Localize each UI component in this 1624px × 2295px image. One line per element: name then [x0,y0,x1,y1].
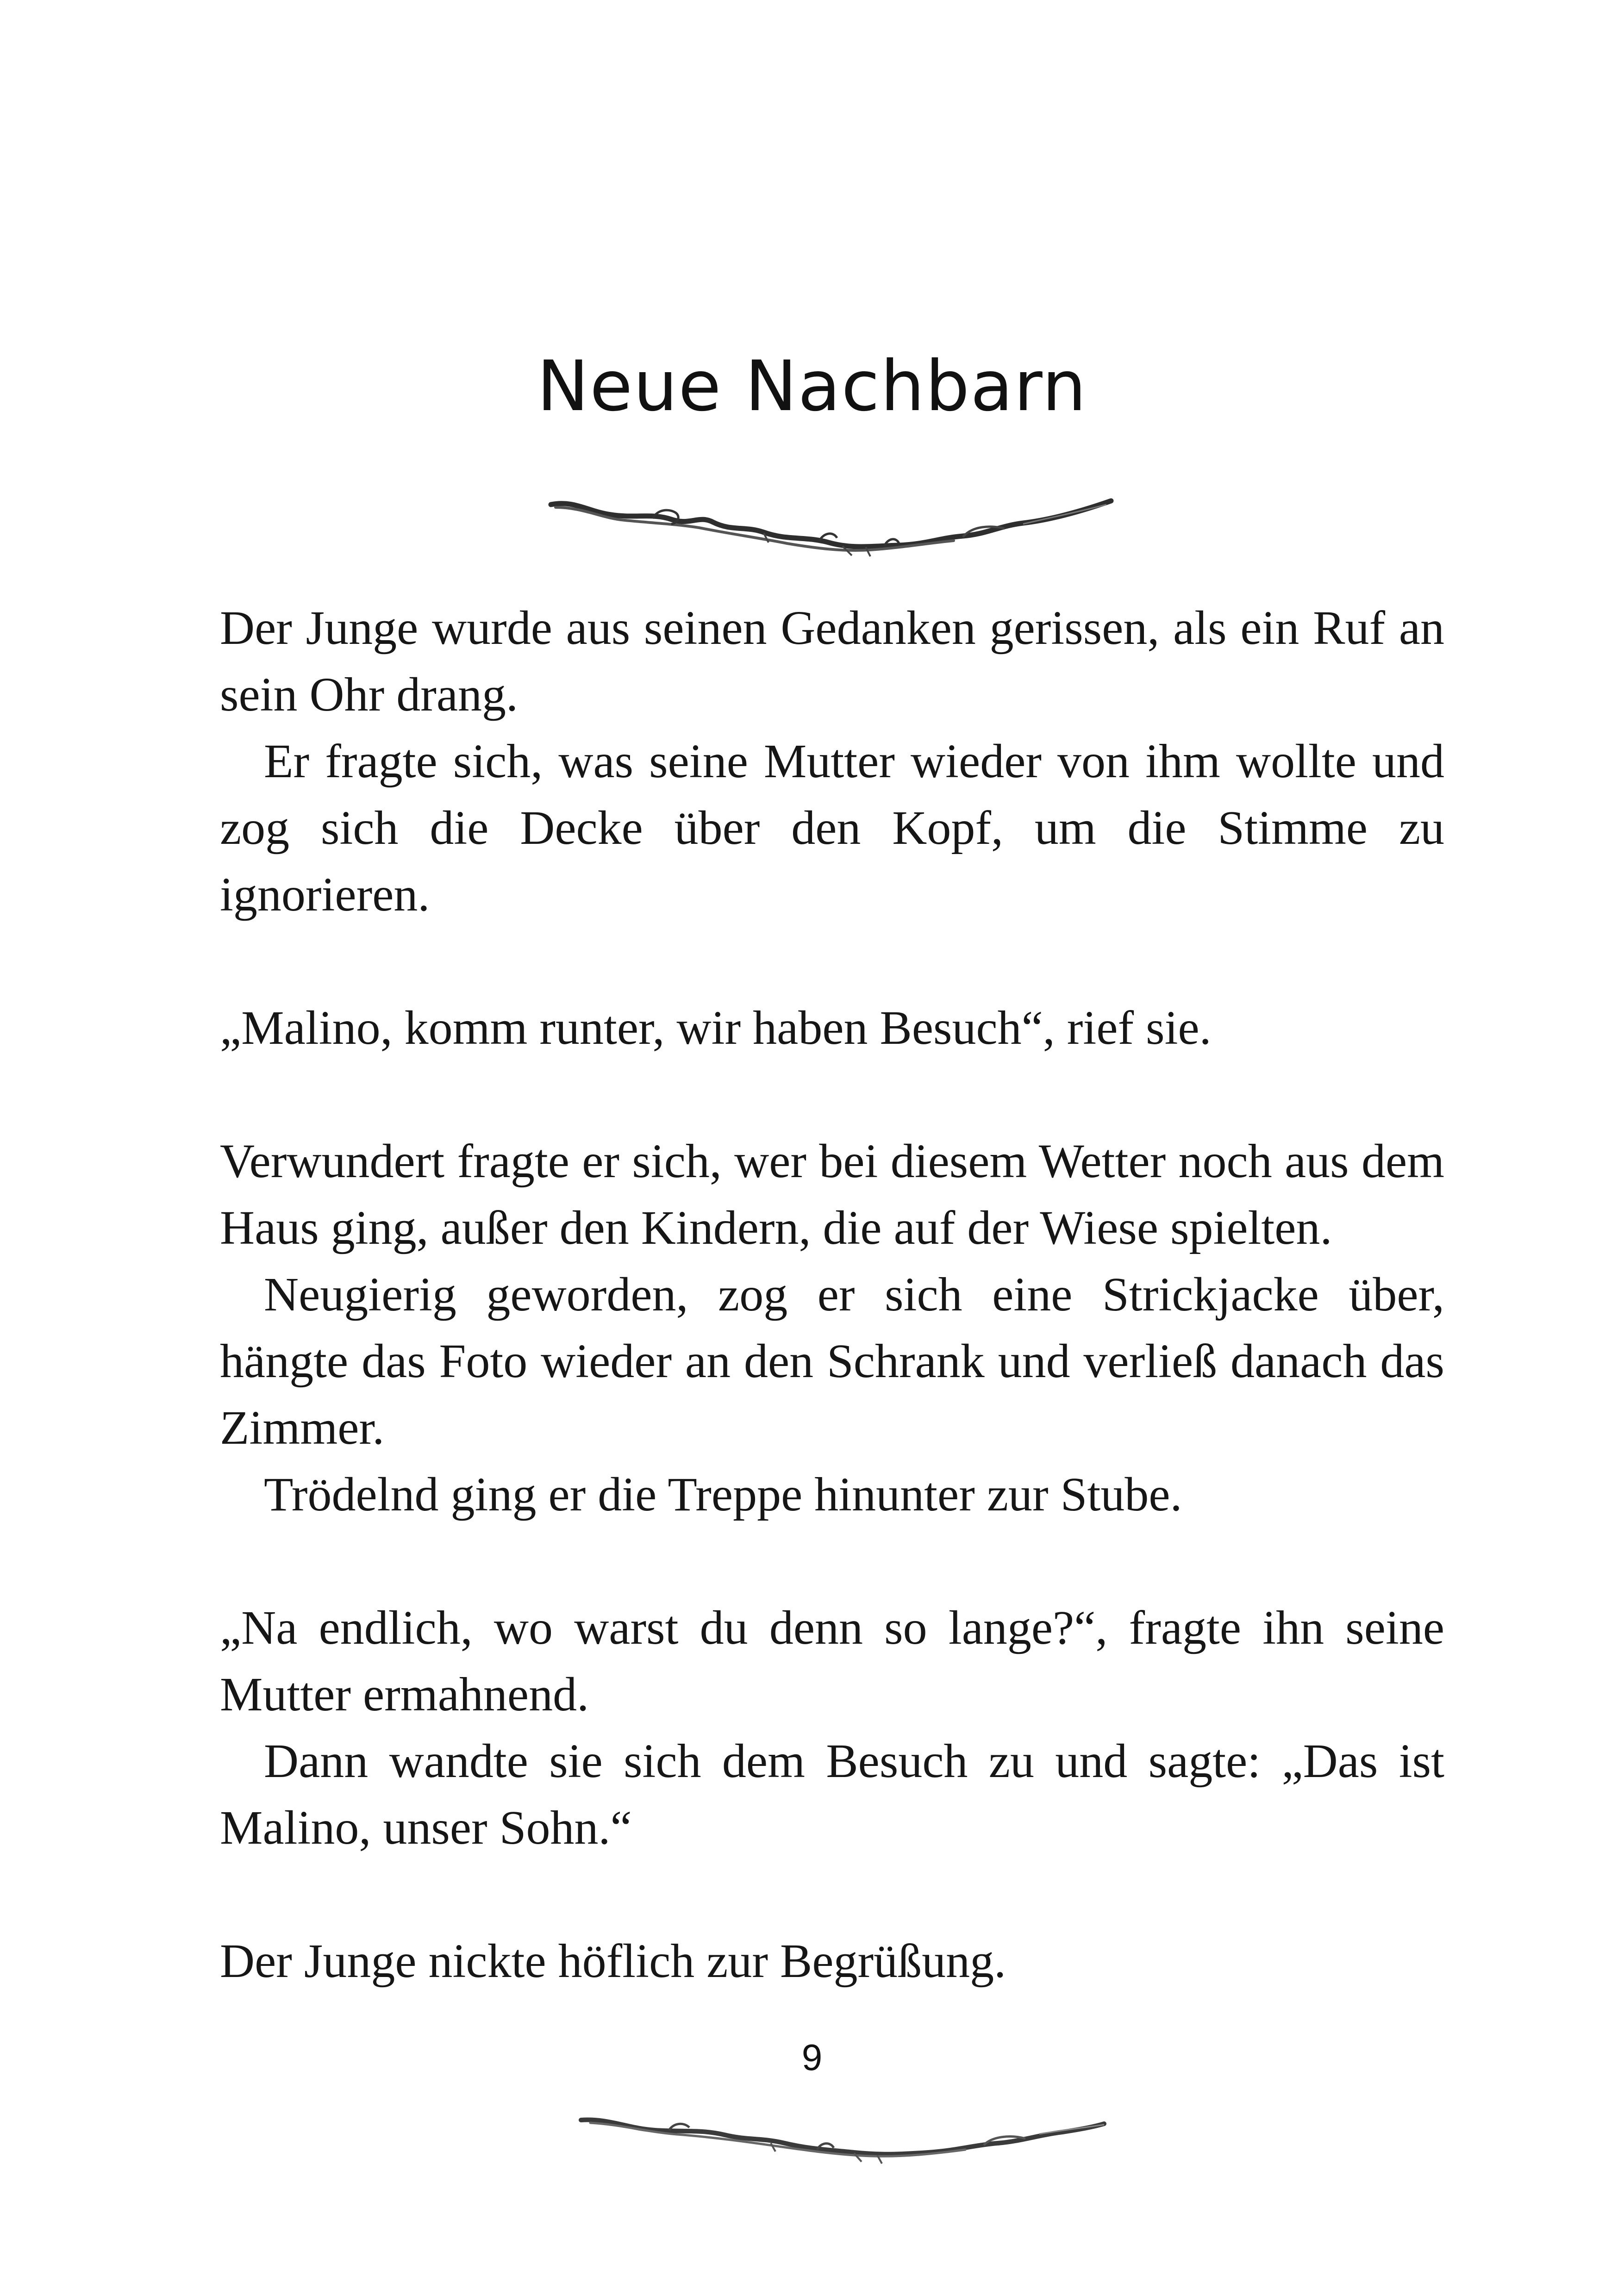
chapter-title: Neue Nachbarn [537,346,1087,427]
branch-ornament-top [546,486,1116,579]
paragraph-3: „Malino, komm runter, wir haben Besuch“, rief sie. [220,1001,1212,1054]
paragraph-6: Trödelnd ging er die Treppe hinunter zur Stube. [264,1468,1182,1521]
paragraph-4: Verwundert fragte er sich, wer bei diesem Wetter noch aus dem Haus ging, außer den Kindern, die auf der Wiese spielten. [220,1135,1444,1254]
paragraph-8: Dann wandte sie sich dem Besuch zu und sagte: „Das ist Malino, unser Sohn.“ [220,1734,1444,1854]
paragraph-9: Der Junge nickte höflich zur Begrüßung. [220,1934,1006,1988]
body-text [220,595,1444,1995]
paragraph-2: Er fragte sich, was seine Mutter wieder von ihm wollte und zog sich die Decke über den Kopf, um die Stimme zu ignorieren. [220,735,1444,921]
page-number: 9 [801,2037,823,2078]
paragraph-1: Der Junge wurde aus seinen Gedanken gerissen, als ein Ruf an sein Ohr drang. [220,601,1444,721]
paragraph-5: Neugierig geworden, zog er sich eine Strickjacke über, hängte das Foto wieder an den Schrank und verließ danach das Zimmer. [220,1268,1444,1454]
paragraph-7: „Na endlich, wo warst du denn so lange?“, fragte ihn seine Mutter ermahnend. [220,1601,1444,1721]
branch-ornament-bottom [576,2102,1109,2180]
